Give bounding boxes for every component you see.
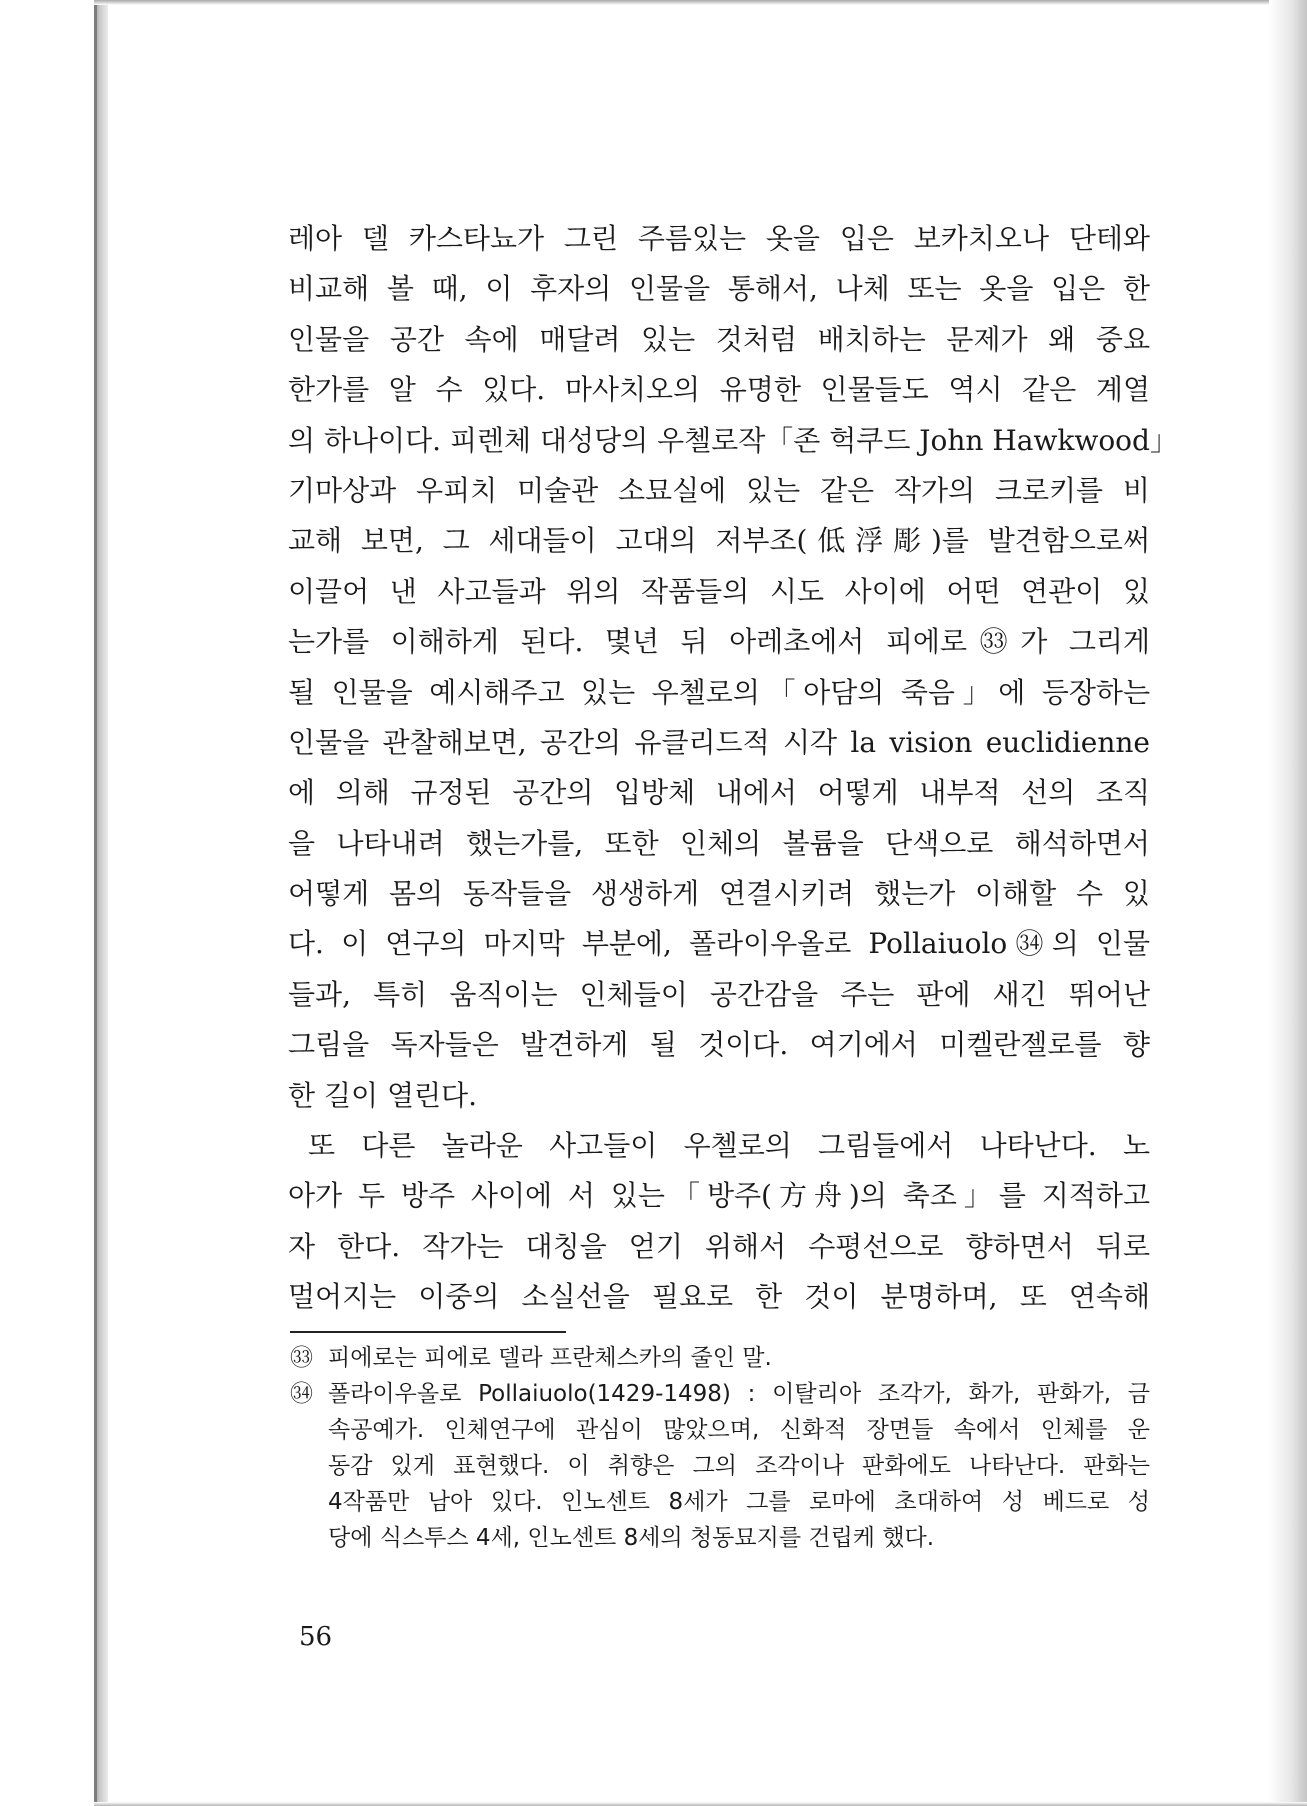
body-line: 될 인물을 예시해주고 있는 우첼로의「아담의 죽음」에 등장하는 [288,675,1150,709]
body-line: 그림을 독자들은 발견하게 될 것이다. 여기에서 미켈란젤로를 향 [288,1028,1150,1062]
footnote-marker: ㉝ [290,1345,313,1371]
body-line: 한가를 알 수 있다. 마사치오의 유명한 인물들도 역시 같은 계열 [288,373,1150,407]
body-text [288,214,1178,1323]
footnote-34 [290,1376,1150,1556]
body-line: 인물을 관찰해보면, 공간의 유클리드적 시각 la vision euclidienne [288,725,1150,759]
body-line: 에 의해 규정된 공간의 입방체 내에서 어떻게 내부적 선의 조직 [288,776,1150,810]
body-line: 아가 두 방주 사이에 서 있는「방주(方舟)의 축조」를 지적하고 [288,1179,1150,1213]
body-line: 다. 이 연구의 마지막 부분에, 폴라이우올로 Pollaiuolo㉞의 인물 [288,927,1150,961]
page-left-edge [94,0,97,1806]
body-line: 기마상과 우피치 미술관 소묘실에 있는 같은 작가의 크로키를 비 [288,473,1150,507]
body-line: 멀어지는 이중의 소실선을 필요로 한 것이 분명하며, 또 연속해 [288,1280,1150,1314]
body-line: 레아 델 카스타뇨가 그린 주름있는 옷을 입은 보카치오나 단테와 [288,222,1150,255]
body-line: 의 하나이다. 피렌체 대성당의 우첼로작「존 헉쿠드 John Hawkwood」 [288,423,1178,457]
body-line: 교해 보면, 그 세대들이 고대의 저부조(低浮彫)를 발견함으로써 [288,524,1150,558]
footnote-33 [290,1340,1150,1376]
footnote-marker: ㉞ [290,1381,313,1407]
footnote-line: 피에로는 피에로 델라 프란체스카의 줄인 말. [328,1345,772,1371]
body-line: 는가를 이해하게 된다. 몇년 뒤 아레초에서 피에로㉝가 그리게 [288,625,1150,659]
page-number: 56 [299,1622,333,1652]
footnote-line: 동감 있게 표현했다. 이 취향은 그의 조각이나 판화에도 나타난다. 판화는 [328,1453,1150,1479]
footnote-line: 당에 식스투스 4세, 인노센트 8세의 청동묘지를 건립케 했다. [328,1525,935,1551]
body-line: 인물을 공간 속에 매달려 있는 것처럼 배치하는 문제가 왜 중요 [288,322,1150,356]
footnote-line: 폴라이우올로 Pollaiuolo(1429-1498) : 이탈리아 조각가, 화가, 판화가, 금 [328,1381,1150,1407]
body-line: 비교해 볼 때, 이 후자의 인물을 통해서, 나체 또는 옷을 입은 한 [288,272,1150,306]
body-line: 이끌어 낸 사고들과 위의 작품들의 시도 사이에 어떤 연관이 있 [288,574,1150,608]
page-bottom-edge [94,1802,1307,1806]
paragraph-end-line: 한 길이 열린다. [288,1078,477,1112]
body-line: 을 나타내려 했는가를, 또한 인체의 볼륨을 단색으로 해석하면서 [288,826,1150,860]
body-line: 들과, 특히 움직이는 인체들이 공간감을 주는 판에 새긴 뛰어난 [288,977,1150,1011]
body-line: 자 한다. 작가는 대칭을 얻기 위해서 수평선으로 향하면서 뒤로 [288,1229,1150,1263]
footnote-divider [290,1331,566,1333]
page-right-shadow [1269,0,1307,1806]
body-line: 어떻게 몸의 동작들을 생생하게 연결시키려 했는가 이해할 수 있 [288,877,1150,911]
footnotes [290,1340,1150,1556]
footnote-line: 속공예가. 인체연구에 관심이 많았으며, 신화적 장면들 속에서 인체를 운 [328,1417,1150,1443]
page-top-edge [94,0,1307,5]
footnote-line: 4작품만 남아 있다. 인노센트 8세가 그를 로마에 초대하여 성 베드로 성 [328,1489,1150,1515]
paragraph-start-line: 또 다른 놀라운 사고들이 우첼로의 그림들에서 나타난다. 노 [308,1129,1150,1163]
